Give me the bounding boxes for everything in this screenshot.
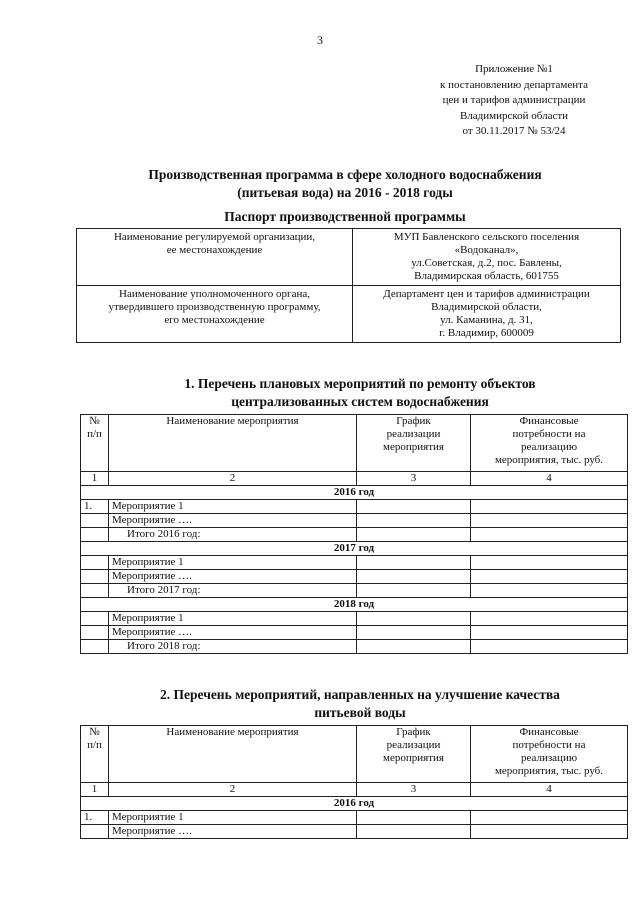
row-finance (471, 612, 628, 626)
column-number: 1 (81, 472, 109, 486)
header-num (81, 415, 109, 472)
table-header-row (81, 415, 628, 472)
row-num (81, 626, 109, 640)
section-title-line: 1. Перечень плановых мероприятий по ремонту объектов (184, 376, 536, 391)
header-finance (471, 415, 628, 472)
header-name: Наименование мероприятия (109, 415, 357, 472)
year-row (81, 542, 628, 556)
appendix-line: цен и тарифов администрации (442, 94, 586, 106)
table-row (81, 514, 628, 528)
repair-measures-table (80, 414, 628, 654)
year-label: 2017 год (81, 542, 628, 556)
row-schedule (357, 570, 471, 584)
title-line: Производственная программа в сфере холодного водоснабжения (148, 167, 542, 182)
total-row (81, 528, 628, 542)
header-line: Финансовые (519, 415, 579, 427)
year-row (81, 598, 628, 612)
row-finance (471, 825, 628, 839)
passport-value-line: «Водоканал», (454, 244, 519, 256)
row-schedule (357, 556, 471, 570)
section-title-line: централизованных систем водоснабжения (231, 393, 489, 409)
row-finance (471, 811, 628, 825)
passport-table (76, 228, 621, 343)
section-title-line: 2. Перечень мероприятий, направленных на улучшение качества (160, 687, 560, 702)
row-finance (471, 640, 628, 654)
section1-title (80, 375, 640, 410)
row-name: Мероприятие …. (109, 626, 357, 640)
column-number: 3 (357, 783, 471, 797)
passport-row (77, 286, 621, 343)
row-name: Мероприятие 1 (109, 612, 357, 626)
appendix-line: Владимирской области (459, 109, 569, 122)
column-number-row (81, 783, 628, 797)
appendix-block (414, 62, 614, 140)
row-num (81, 640, 109, 654)
row-num (81, 612, 109, 626)
header-line: потребности на (512, 739, 586, 751)
appendix-line: к постановлению департамента (440, 78, 588, 91)
header-line: График (396, 415, 431, 427)
passport-label (77, 229, 353, 286)
passport-value-line: г. Владимир, 600009 (439, 327, 534, 339)
row-finance (471, 528, 628, 542)
table-row (81, 500, 628, 514)
column-number: 4 (471, 783, 628, 797)
row-schedule (357, 528, 471, 542)
header-schedule (357, 415, 471, 472)
header-line: мероприятия, тыс. руб. (494, 454, 604, 466)
header-line: реализацию (520, 441, 578, 453)
column-number: 1 (81, 783, 109, 797)
passport-value-line: Владимирская область, 601755 (414, 270, 559, 282)
row-schedule (357, 584, 471, 598)
row-num (81, 514, 109, 528)
row-name: Мероприятие 1 (109, 500, 357, 514)
row-finance (471, 626, 628, 640)
row-schedule (357, 514, 471, 528)
year-label: 2016 год (81, 797, 628, 811)
passport-value-line: ул.Советская, д.2, пос. Бавлены, (411, 257, 562, 269)
row-schedule (357, 500, 471, 514)
header-line: реализации (386, 428, 441, 440)
passport-label-line: его местонахождение (164, 314, 265, 326)
row-finance (471, 584, 628, 598)
row-schedule (357, 640, 471, 654)
section-title-line: питьевой воды (314, 704, 406, 720)
column-number: 4 (471, 472, 628, 486)
table-header-row (81, 726, 628, 783)
appendix-line: Приложение №1 (475, 63, 553, 75)
passport-value-line: МУП Бавленского сельского поселения (393, 231, 580, 243)
header-line: № (89, 415, 100, 427)
document-title (60, 166, 630, 201)
header-num (81, 726, 109, 783)
header-line: реализации (386, 739, 441, 751)
header-line: реализацию (520, 752, 578, 764)
row-num (81, 825, 109, 839)
column-number: 3 (357, 472, 471, 486)
title-line: (питьевая вода) на 2016 - 2018 годы (237, 184, 453, 200)
row-total: Итого 2017 год: (109, 584, 357, 598)
row-schedule (357, 626, 471, 640)
passport-value-line: ул. Каманина, д. 31, (440, 314, 533, 326)
row-finance (471, 514, 628, 528)
table-row (81, 811, 628, 825)
passport-label-line: Наименование регулируемой организации, (113, 231, 316, 243)
row-name: Мероприятие …. (109, 514, 357, 528)
passport-value (353, 229, 621, 286)
row-num (81, 570, 109, 584)
row-finance (471, 570, 628, 584)
year-row (81, 797, 628, 811)
header-name: Наименование мероприятия (109, 726, 357, 783)
row-name: Мероприятие …. (109, 825, 357, 839)
row-num (81, 528, 109, 542)
passport-label-line: Наименование уполномоченного органа, (119, 288, 310, 300)
year-label: 2016 год (81, 486, 628, 500)
row-name: Мероприятие 1 (109, 811, 357, 825)
year-row (81, 486, 628, 500)
passport-label-line: утвердившего производственную программу, (108, 301, 321, 313)
passport-label-line: ее местонахождение (166, 244, 263, 256)
header-line: № (89, 726, 100, 738)
row-num (81, 584, 109, 598)
water-quality-measures-table (80, 725, 628, 839)
row-finance (471, 500, 628, 514)
header-line: мероприятия, тыс. руб. (494, 765, 604, 777)
table-row (81, 612, 628, 626)
section2-title (80, 686, 640, 721)
column-number: 2 (109, 783, 357, 797)
passport-value-line: Владимирской области, (431, 301, 542, 313)
header-line: п/п (87, 428, 102, 440)
row-num: 1. (81, 811, 109, 825)
row-name: Мероприятие 1 (109, 556, 357, 570)
column-number-row (81, 472, 628, 486)
header-finance (471, 726, 628, 783)
row-schedule (357, 825, 471, 839)
row-num: 1. (81, 500, 109, 514)
table-row (81, 626, 628, 640)
passport-row (77, 229, 621, 286)
header-schedule (357, 726, 471, 783)
table-row (81, 825, 628, 839)
total-row (81, 640, 628, 654)
row-name: Мероприятие …. (109, 570, 357, 584)
page-number: 3 (317, 33, 323, 47)
year-label: 2018 год (81, 598, 628, 612)
table-row (81, 570, 628, 584)
header-line: мероприятия (383, 752, 444, 764)
header-line: График (396, 726, 431, 738)
table-row (81, 556, 628, 570)
header-line: мероприятия (383, 441, 444, 453)
passport-value-line: Департамент цен и тарифов администрации (383, 288, 590, 300)
passport-label (77, 286, 353, 343)
row-total: Итого 2018 год: (109, 640, 357, 654)
row-finance (471, 556, 628, 570)
header-line: потребности на (512, 428, 586, 440)
header-line: п/п (87, 739, 102, 751)
column-number: 2 (109, 472, 357, 486)
passport-value (353, 286, 621, 343)
row-schedule (357, 811, 471, 825)
header-line: Финансовые (519, 726, 579, 738)
row-schedule (357, 612, 471, 626)
row-num (81, 556, 109, 570)
row-total: Итого 2016 год: (109, 528, 357, 542)
appendix-line: от 30.11.2017 № 53/24 (462, 125, 566, 137)
passport-heading: Паспорт производственной программы (224, 209, 466, 224)
total-row (81, 584, 628, 598)
